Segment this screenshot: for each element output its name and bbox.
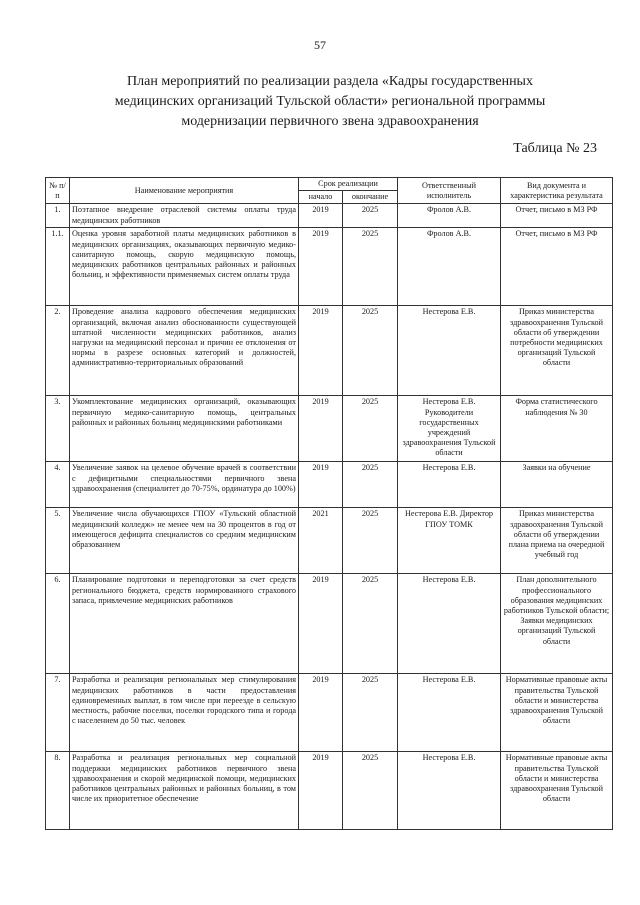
activity-name: Укомплектование медицинских организаций, оказывающих первичную медико-санитарную помощь, центральных районных и районных больниц медицинскими работниками bbox=[70, 396, 299, 462]
header-period: Срок реализации bbox=[299, 178, 398, 191]
table-label: Таблица № 23 bbox=[513, 141, 597, 156]
end-year: 2025 bbox=[343, 204, 398, 228]
result-document: План дополнительного профессионального образования медицинских работников Тульской области; Заявки медицинских организаций Тульской области bbox=[501, 574, 613, 674]
row-number: 8. bbox=[46, 752, 70, 830]
activity-name: Увеличение заявок на целевое обучение врачей в соответствии с дефицитными специальностями первичного звена здравоохранения (специалитет до 70-75%, ординатура до 100%) bbox=[70, 462, 299, 508]
start-year: 2019 bbox=[299, 674, 343, 752]
end-year: 2025 bbox=[343, 752, 398, 830]
result-document: Форма статистического наблюдения № 30 bbox=[501, 396, 613, 462]
row-number: 1.1. bbox=[46, 228, 70, 306]
table-row bbox=[46, 752, 613, 830]
responsible: Нестерова Е.В. Директор ГПОУ ТОМК bbox=[398, 508, 501, 574]
header-responsible: Ответственный исполнитель bbox=[398, 178, 501, 204]
responsible: Нестерова Е.В. Руководители государственных учреждений здравоохранения Тульской области bbox=[398, 396, 501, 462]
end-year: 2025 bbox=[343, 306, 398, 396]
end-year: 2025 bbox=[343, 508, 398, 574]
activity-name: Проведение анализа кадрового обеспечения медицинских организаций, включая анализ обоснованности существующей штатной численности медицинских работников, анализ нагрузки на медицинский персонал и причин ее отклонения от нормы в разрезе основных категорий и должностей, административно-территориальных образований bbox=[70, 306, 299, 396]
start-year: 2021 bbox=[299, 508, 343, 574]
plan-table bbox=[45, 177, 613, 830]
activity-name: Разработка и реализация региональных мер стимулирования медицинских работников в части предоставления единовременных выплат, в том числе при переезде в сельскую местность, рабочие поселки, поселки городского типа и города с населением до 50 тыс. человек bbox=[70, 674, 299, 752]
table-row bbox=[46, 674, 613, 752]
responsible: Нестерова Е.В. bbox=[398, 674, 501, 752]
end-year: 2025 bbox=[343, 674, 398, 752]
table-row bbox=[46, 306, 613, 396]
activity-name: Разработка и реализация региональных мер социальной поддержки медицинских работников первичного звена здравоохранения и скорой медицинской помощи, медицинских работников центральных районных и районных больниц, в том числе их приоритетное обеспечение bbox=[70, 752, 299, 830]
row-number: 4. bbox=[46, 462, 70, 508]
result-document: Отчет, письмо в МЗ РФ bbox=[501, 204, 613, 228]
table-row bbox=[46, 396, 613, 462]
title-line: медицинских организаций Тульской области» региональной программы bbox=[114, 94, 546, 109]
header-start: начало bbox=[299, 191, 343, 204]
header-num: № п/п bbox=[46, 178, 70, 204]
row-number: 5. bbox=[46, 508, 70, 574]
responsible: Нестерова Е.В. bbox=[398, 462, 501, 508]
row-number: 2. bbox=[46, 306, 70, 396]
end-year: 2025 bbox=[343, 462, 398, 508]
end-year: 2025 bbox=[343, 574, 398, 674]
header-end: окончание bbox=[343, 191, 398, 204]
row-number: 3. bbox=[46, 396, 70, 462]
row-number: 1. bbox=[46, 204, 70, 228]
responsible: Нестерова Е.В. bbox=[398, 574, 501, 674]
end-year: 2025 bbox=[343, 396, 398, 462]
title-line: План мероприятий по реализации раздела «Кадры государственных bbox=[127, 74, 533, 89]
activity-name: Планирование подготовки и переподготовки за счет средств регионального бюджета, средств нормированного страхового запаса, привлечение медицинских работников bbox=[70, 574, 299, 674]
responsible: Фролов А.В. bbox=[398, 228, 501, 306]
header-document: Вид документа и характеристика результата bbox=[501, 178, 613, 204]
result-document: Приказ министерства здравоохранения Тульской области об утверждении потребности медицинских организаций Тульской области bbox=[501, 306, 613, 396]
result-document: Нормативные правовые акты правительства Тульской области и министерства здравоохранения Тульской области bbox=[501, 752, 613, 830]
responsible: Нестерова Е.В. bbox=[398, 306, 501, 396]
result-document: Заявки на обучение bbox=[501, 462, 613, 508]
end-year: 2025 bbox=[343, 228, 398, 306]
table-row bbox=[46, 508, 613, 574]
row-number: 7. bbox=[46, 674, 70, 752]
start-year: 2019 bbox=[299, 396, 343, 462]
responsible: Фролов А.В. bbox=[398, 204, 501, 228]
start-year: 2019 bbox=[299, 306, 343, 396]
row-number: 6. bbox=[46, 574, 70, 674]
table-row bbox=[46, 228, 613, 306]
title-line: модернизации первичного звена здравоохранения bbox=[181, 114, 479, 129]
document-title bbox=[95, 72, 565, 132]
table-row bbox=[46, 462, 613, 508]
activity-name: Оценка уровня заработной платы медицинских работников в медицинских организациях, оказывающих первичную медико-санитарную помощь, скорую медицинскую помощь, медицинских работников центральных районных и районных больниц, и эффективности применяемых систем оплаты труда bbox=[70, 228, 299, 306]
activity-name: Поэтапное внедрение отраслевой системы оплаты труда медицинских работников bbox=[70, 204, 299, 228]
page-number: 57 bbox=[314, 38, 326, 52]
table-row bbox=[46, 204, 613, 228]
start-year: 2019 bbox=[299, 228, 343, 306]
table-row bbox=[46, 574, 613, 674]
result-document: Нормативные правовые акты правительства Тульской области и министерства здравоохранения Тульской области bbox=[501, 674, 613, 752]
start-year: 2019 bbox=[299, 574, 343, 674]
start-year: 2019 bbox=[299, 752, 343, 830]
start-year: 2019 bbox=[299, 204, 343, 228]
activity-name: Увеличение числа обучающихся ГПОУ «Тульский областной медицинский колледж» не менее чем на 30 процентов в год от имеющегося дефицита специалистов со средним медицинским образованием bbox=[70, 508, 299, 574]
result-document: Приказ министерства здравоохранения Тульской области об утверждении плана приема на очередной учебный год bbox=[501, 508, 613, 574]
result-document: Отчет, письмо в МЗ РФ bbox=[501, 228, 613, 306]
responsible: Нестерова Е.В. bbox=[398, 752, 501, 830]
start-year: 2019 bbox=[299, 462, 343, 508]
header-name: Наименование мероприятия bbox=[70, 178, 299, 204]
